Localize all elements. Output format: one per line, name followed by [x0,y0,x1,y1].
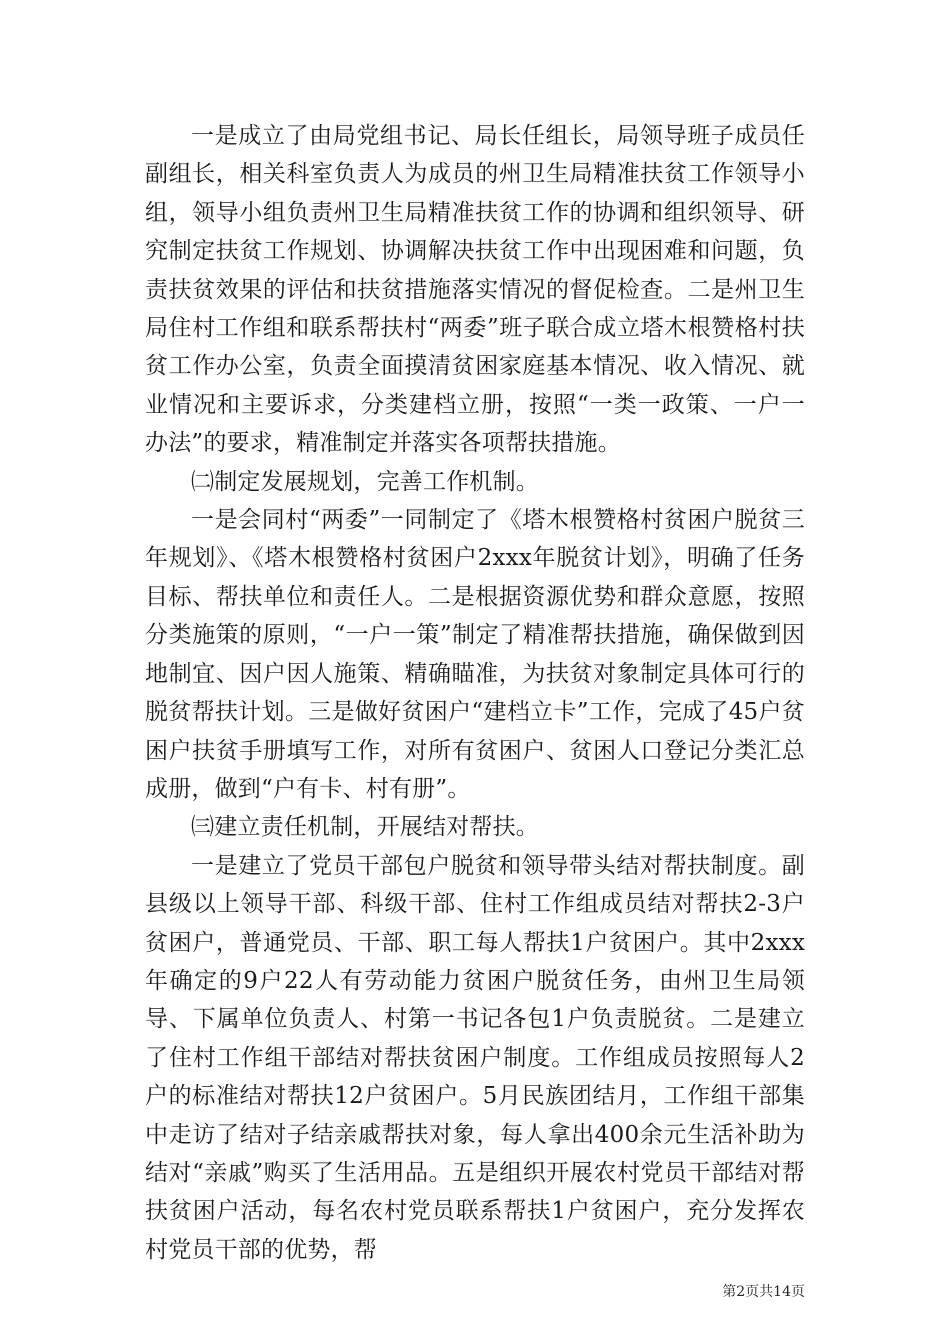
paragraph-responsibility: 一是建立了党员干部包户脱贫和领导带头结对帮扶制度。副县级以上领导干部、科级干部、住村工作组成员结对帮扶2-3户贫困户，普通党员、干部、职工每人帮扶1户贫困户。其中2xxx年确定的9户22人有劳动能力贫困户脱贫任务，由州卫生局领导、下属单位负责人、村第一书记各包1户负责脱贫。二是建立了住村工作组干部结对帮扶贫困户制度。工作组成员按照每人2户的标准结对帮扶12户贫困户。5月民族团结月，工作组干部集中走访了结对子结亲戚帮扶对象，每人拿出400余元生活补助为结对“亲戚”购买了生活用品。五是组织开展农村党员干部结对帮扶贫困户活动，每名农村党员联系帮扶1户贫困户，充分发挥农村党员干部的优势，帮 [145,852,805,1263]
document-body [145,117,805,1269]
paragraph-development-plan: 一是会同村“两委”一同制定了《塔木根赞格村贫困户脱贫三年规划》、《塔木根赞格村贫困户2xxx年脱贫计划》，明确了任务目标、帮扶单位和责任人。二是根据资源优势和群众意愿，按照分类施策的原则，“一户一策”制定了精准帮扶措施，确保做到因地制宜、因户因人施策、精确瞄准，为扶贫对象制定具体可行的脱贫帮扶计划。三是做好贫困户“建档立卡”工作，完成了45户贫困户扶贫手册填写工作，对所有贫困户、贫困人口登记分类汇总成册，做到“户有卡、村有册”。 [145,507,805,802]
page-number-footer: 第2页共14页 [722,1284,805,1300]
section-heading-3: ㈢建立责任机制，开展结对帮扶。 [191,814,539,841]
paragraph-leading-groups: 一是成立了由局党组书记、局长任组长，局领导班子成员任副组长，相关科室负责人为成员的州卫生局精准扶贫工作领导小组，领导小组负责州卫生局精准扶贫工作的协调和组织领导、研究制定扶贫工作规划、协调解决扶贫工作中出现困难和问题，负责扶贫效果的评估和扶贫措施落实情况的督促检查。二是州卫生局住村工作组和联系帮扶村“两委”班子联合成立塔木根赞格村扶贫工作办公室，负责全面摸清贫困家庭基本情况、收入情况、就业情况和主要诉求，分类建档立册，按照“一类一政策、一户一办法”的要求，精准制定并落实各项帮扶措施。 [145,123,805,457]
section-heading-2: ㈡制定发展规划，完善工作机制。 [191,468,539,495]
